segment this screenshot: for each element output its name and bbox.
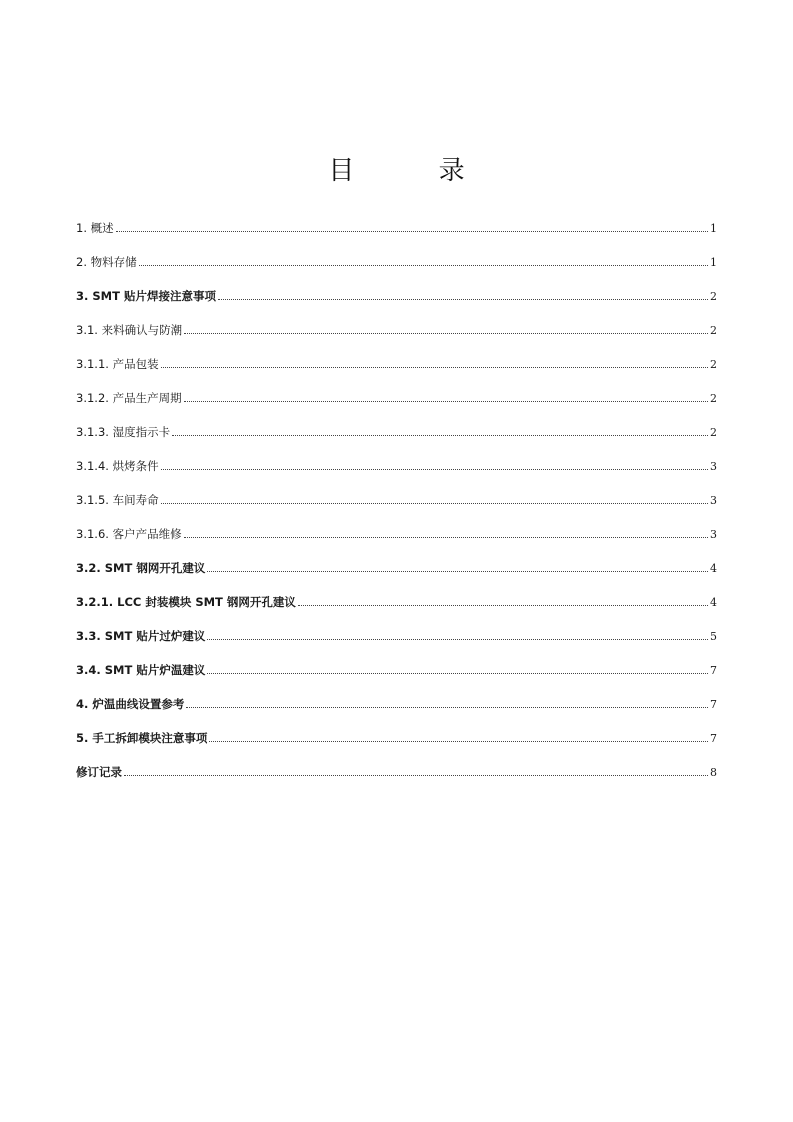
dot-leader	[139, 265, 708, 266]
toc-entry-page-number: 3	[710, 528, 717, 541]
dot-leader	[298, 605, 708, 606]
dot-leader	[184, 333, 708, 334]
dot-leader	[161, 469, 708, 470]
toc-entry[interactable]	[76, 558, 717, 592]
toc-entry[interactable]	[76, 252, 717, 286]
toc-entry-label: 3. SMT 贴片焊接注意事项	[76, 289, 216, 303]
dot-leader	[207, 571, 708, 572]
toc-entry-page-number: 2	[710, 392, 717, 405]
toc-entry-label: 3.1.4. 烘烤条件	[76, 459, 159, 473]
toc-entry-page-number: 4	[710, 596, 717, 609]
dot-leader	[184, 537, 708, 538]
toc-entry-label: 3.2. SMT 钢网开孔建议	[76, 561, 206, 575]
toc-entry-label: 3.1.1. 产品包装	[76, 357, 159, 371]
toc-entry-page-number: 7	[710, 664, 717, 677]
dot-leader	[124, 775, 708, 776]
toc-entry-label: 3.1.5. 车间寿命	[76, 493, 159, 507]
dot-leader	[161, 503, 708, 504]
toc-entry-page-number: 3	[710, 460, 717, 473]
toc-entry[interactable]	[76, 218, 717, 252]
toc-entry-page-number: 2	[710, 358, 717, 371]
toc-entry-page-number: 7	[710, 698, 717, 711]
toc-entry-page-number: 2	[710, 290, 717, 303]
dot-leader	[207, 673, 708, 674]
toc-entry[interactable]	[76, 354, 717, 388]
toc-entry[interactable]	[76, 524, 717, 558]
table-of-contents	[76, 218, 717, 796]
toc-entry[interactable]	[76, 490, 717, 524]
toc-entry[interactable]	[76, 422, 717, 456]
toc-entry-page-number: 4	[710, 562, 717, 575]
toc-entry[interactable]	[76, 728, 717, 762]
toc-entry-page-number: 7	[710, 732, 717, 745]
toc-entry[interactable]	[76, 626, 717, 660]
toc-entry[interactable]	[76, 320, 717, 354]
toc-entry-page-number: 1	[710, 222, 717, 235]
toc-entry-label: 2. 物料存储	[76, 255, 137, 269]
toc-entry-page-number: 2	[710, 324, 717, 337]
dot-leader	[186, 707, 708, 708]
toc-entry[interactable]	[76, 694, 717, 728]
toc-entry-label: 3.3. SMT 贴片过炉建议	[76, 629, 206, 643]
toc-entry-label: 3.1. 来料确认与防潮	[76, 323, 183, 337]
toc-entry[interactable]	[76, 388, 717, 422]
dot-leader	[207, 639, 708, 640]
toc-entry-page-number: 5	[710, 630, 717, 643]
dot-leader	[116, 231, 708, 232]
toc-entry-label: 3.1.6. 客户产品维修	[76, 527, 182, 541]
toc-entry-page-number: 1	[710, 256, 717, 269]
toc-entry-label: 5. 手工拆卸模块注意事项	[76, 731, 208, 745]
toc-entry-label: 4. 炉温曲线设置参考	[76, 697, 185, 711]
toc-entry-page-number: 3	[710, 494, 717, 507]
toc-entry[interactable]	[76, 660, 717, 694]
toc-entry-label: 3.1.3. 湿度指示卡	[76, 425, 171, 439]
toc-entry[interactable]	[76, 592, 717, 626]
toc-entry[interactable]	[76, 286, 717, 320]
toc-entry[interactable]	[76, 762, 717, 796]
toc-entry-page-number: 8	[710, 766, 717, 779]
toc-entry[interactable]	[76, 456, 717, 490]
dot-leader	[209, 741, 708, 742]
dot-leader	[172, 435, 708, 436]
toc-title: 目 录	[328, 156, 503, 186]
dot-leader	[184, 401, 708, 402]
toc-entry-label: 1. 概述	[76, 221, 114, 235]
toc-entry-label: 3.2.1. LCC 封装模块 SMT 钢网开孔建议	[76, 595, 296, 609]
toc-entry-page-number: 2	[710, 426, 717, 439]
toc-entry-label: 3.4. SMT 贴片炉温建议	[76, 663, 206, 677]
toc-entry-label: 3.1.2. 产品生产周期	[76, 391, 182, 405]
toc-entry-label: 修订记录	[76, 765, 122, 779]
dot-leader	[161, 367, 708, 368]
dot-leader	[218, 299, 708, 300]
